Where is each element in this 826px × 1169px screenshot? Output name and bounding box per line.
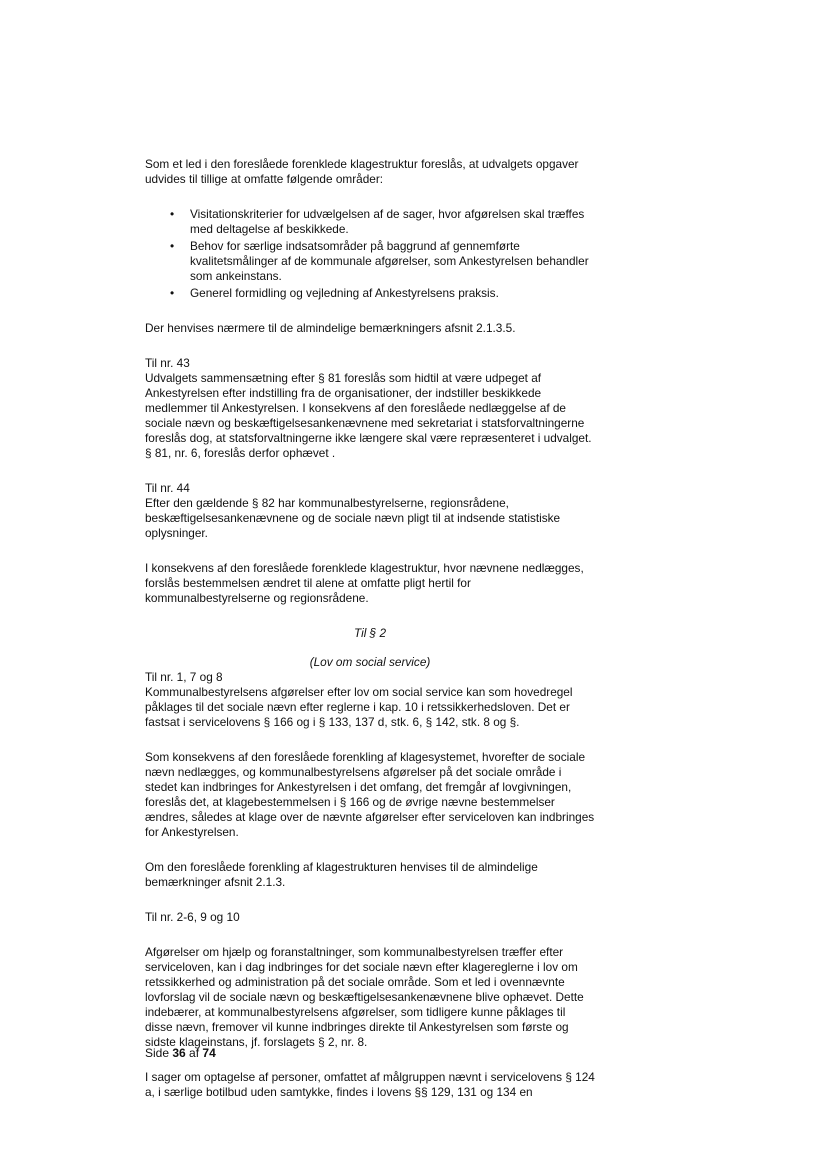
bullet-icon: • bbox=[170, 239, 175, 253]
bullet-icon: • bbox=[170, 207, 175, 221]
section-body: Efter den gældende § 82 har kommunalbestyrelserne, regionsrådene, beskæftigelsesankenævnene og de sociale nævn pligt til at indsende statistiske oplysninger. bbox=[145, 496, 561, 540]
section-heading: Til nr. 43 bbox=[145, 356, 190, 370]
page-content bbox=[145, 157, 595, 1100]
footer-middle: af bbox=[185, 1046, 203, 1060]
section-nr1-7-8 bbox=[145, 670, 595, 730]
bullet-item bbox=[145, 239, 595, 284]
section-body: Kommunalbestyrelsens afgørelser efter lov om social service kan som hovedregel påklages til det sociale nævn efter reglerne i kap. 10 i retssikkerhedsloven. Det er fastsat i servicelovens § 166 og i § 133, 137 d, stk. 6, § 142, stk. 8 og §. bbox=[145, 685, 573, 729]
bullet-text: Behov for særlige indsatsområder på baggrund af gennemførte kvalitetsmålinger af de kommunale afgørelser, som Ankestyrelsen behandler som ankeinstans. bbox=[190, 239, 589, 283]
footer-prefix: Side bbox=[145, 1046, 173, 1060]
section-body: Afgørelser om hjælp og foranstaltninger, som kommunalbestyrelsen træffer efter serviceloven, kan i dag indbringes for det sociale nævn efter klagereglerne i lov om retssikkerhed og administration på det sociale område. Som et led i ovennævnte lovforslag vil de sociale nævn og beskæftigelsesankenævnene blive ophævet. Dette indebærer, at kommunalbestyrelsens afgørelser, som tidligere kunne påklages til disse nævn, fremover vil kunne indbringes direkte til Ankestyrelsen som første og sidste klageinstans, jf. forslagets § 2, nr. 8. bbox=[145, 945, 584, 1049]
law-section-title: Til § 2 bbox=[353, 626, 387, 640]
intro-paragraph: Som et led i den foreslåede forenklede klagestruktur foreslås, at udvalgets opgaver udvides til tillige at omfatte følgende områder: bbox=[145, 157, 579, 186]
bullet-list bbox=[145, 207, 595, 301]
law-section-subtitle: (Lov om social service) bbox=[309, 655, 431, 669]
section-heading: Til nr. 44 bbox=[145, 481, 190, 495]
section-heading: Til nr. 1, 7 og 8 bbox=[145, 670, 223, 684]
bullet-text: Generel formidling og vejledning af Ankestyrelsens praksis. bbox=[190, 286, 499, 300]
page-number: 36 bbox=[172, 1046, 186, 1060]
bullet-item bbox=[145, 207, 595, 237]
section-body: Som konsekvens af den foreslåede forenkling af klagesystemet, hvorefter de sociale nævn nedlægges, og kommunalbestyrelsens afgørelser på det sociale område i stedet kan indbringes for Ankestyrelsen i det omfang, det fremgår af lovgivningen, foreslås det, at klagebestemmelsen i § 166 og de øvrige nævne bestemmelser ændres, således at klage over de nævnte afgørelser efter serviceloven kan indbringes for Ankestyrelsen. bbox=[145, 750, 595, 839]
section-body: Om den foreslåede forenkling af klagestrukturen henvises til de almindelige bemærkninger afsnit 2.1.3. bbox=[145, 860, 538, 889]
section-body: I konsekvens af den foreslåede forenklede klagestruktur, hvor nævnene nedlægges, forslås bestemmelsen ændret til alene at omfatte pligt hertil for kommunalbestyrelserne og regionsrådene. bbox=[145, 561, 584, 605]
section-body: Udvalgets sammensætning efter § 81 foreslås som hidtil at være udpeget af Ankestyrelsen efter indstilling fra de organisationer, der indstiller beskikkede medlemmer til Ankestyrelsen. I konsekvens af den foreslåede nedlæggelse af de sociale nævn og beskæftigelsesankenævnene med sekretariat i statsforvaltningerne foreslås dog, at statsforvaltningerne ikke længere skal være repræsenteret i udvalget. § 81, nr. 6, foreslås derfor ophævet . bbox=[145, 371, 592, 460]
page-total: 74 bbox=[202, 1046, 216, 1060]
reference-paragraph: Der henvises nærmere til de almindelige bemærkningers afsnit 2.1.3.5. bbox=[145, 321, 516, 335]
bullet-text: Visitationskriterier for udvælgelsen af de sager, hvor afgørelsen skal træffes med deltagelse af beskikkede. bbox=[190, 207, 585, 236]
section-nr43 bbox=[145, 356, 595, 461]
section-body: I sager om optagelse af personer, omfattet af målgruppen nævnt i servicelovens § 124 a, i særlige botilbud uden samtykke, findes i lovens §§ 129, 131 og 134 en bbox=[145, 1070, 595, 1099]
bullet-item bbox=[145, 286, 595, 301]
section-nr44 bbox=[145, 481, 595, 541]
bullet-icon: • bbox=[170, 286, 175, 300]
page-footer bbox=[145, 1046, 216, 1061]
section-heading: Til nr. 2-6, 9 og 10 bbox=[145, 910, 240, 924]
